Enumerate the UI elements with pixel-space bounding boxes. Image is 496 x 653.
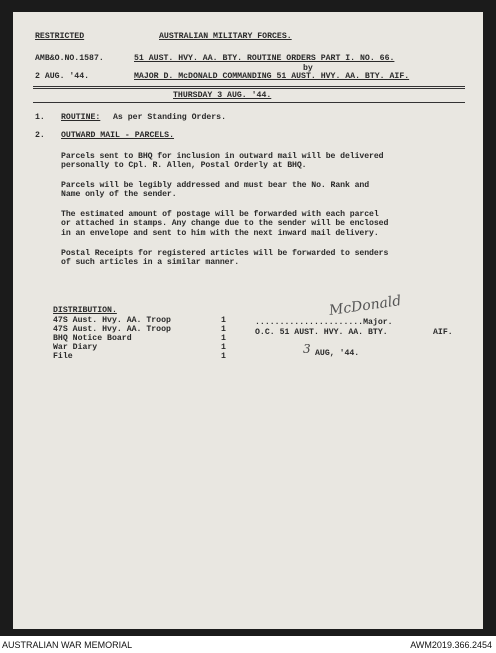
item-number: 1.	[35, 113, 45, 122]
item-text: As per Standing Orders.	[113, 113, 227, 122]
order-date: 2 AUG. '44.	[35, 72, 90, 81]
signature-date: AUG, '44.	[315, 349, 360, 358]
distribution-recipient: War Diary	[53, 343, 98, 352]
footer-archive-name: AUSTRALIAN WAR MEMORIAL	[2, 640, 133, 650]
paragraph: Parcels sent to BHQ for inclusion in outward mail will be delivered personally to Cpl. R. Allen, Postal Orderly at BHQ.	[61, 152, 384, 171]
sub-header-rule	[33, 102, 465, 103]
commander-line: MAJOR D. McDONALD COMMANDING 51 AUST. HVY. AA. BTY. AIF.	[134, 72, 410, 81]
handwritten-day: 3	[303, 342, 311, 356]
day-date-line: THURSDAY 3 AUG. '44.	[173, 91, 272, 100]
footer-accession-number: AWM2019.366.2454	[410, 640, 492, 650]
distribution-qty: 1	[221, 343, 226, 352]
distribution-qty: 1	[221, 352, 226, 361]
distribution-heading: DISTRIBUTION.	[53, 306, 117, 315]
distribution-qty: 1	[221, 325, 226, 334]
distribution-recipient: 47S Aust. Hvy. AA. Troop	[53, 316, 171, 325]
header-rule	[33, 86, 465, 89]
distribution-recipient: File	[53, 352, 73, 361]
signature-aif: AIF.	[433, 328, 453, 337]
distribution-qty: 1	[221, 316, 226, 325]
document-page	[13, 12, 483, 629]
orders-title: 51 AUST. HVY. AA. BTY. ROUTINE ORDERS PART I. NO. 66.	[134, 54, 395, 63]
document-title: AUSTRALIAN MILITARY FORCES.	[159, 32, 292, 41]
item-heading: OUTWARD MAIL - PARCELS.	[61, 131, 175, 140]
item-number: 2.	[35, 131, 45, 140]
handwritten-signature: McDonald	[328, 293, 403, 319]
distribution-recipient: 47S Aust. Hvy. AA. Troop	[53, 325, 171, 334]
paragraph: Postal Receipts for registered articles will be forwarded to senders of such articles in a similar manner.	[61, 249, 389, 268]
by-label: by	[303, 64, 313, 73]
classification-label: RESTRICTED	[35, 32, 85, 41]
reference-number: AMB&O.NO.1587.	[35, 54, 104, 63]
distribution-qty: 1	[221, 334, 226, 343]
signature-dots: ......................Major.	[255, 318, 393, 327]
distribution-recipient: BHQ Notice Board	[53, 334, 132, 343]
item-heading: ROUTINE:	[61, 113, 101, 122]
paragraph: The estimated amount of postage will be forwarded with each parcel or attached in stamps. Any change due to the sender will be enclosed in an envelope and sent to him with the next inward mail delivery.	[61, 210, 389, 238]
signature-unit: O.C. 51 AUST. HVY. AA. BTY.	[255, 328, 388, 337]
paragraph: Parcels will be legibly addressed and must bear the No. Rank and Name only of the sender.	[61, 181, 370, 200]
